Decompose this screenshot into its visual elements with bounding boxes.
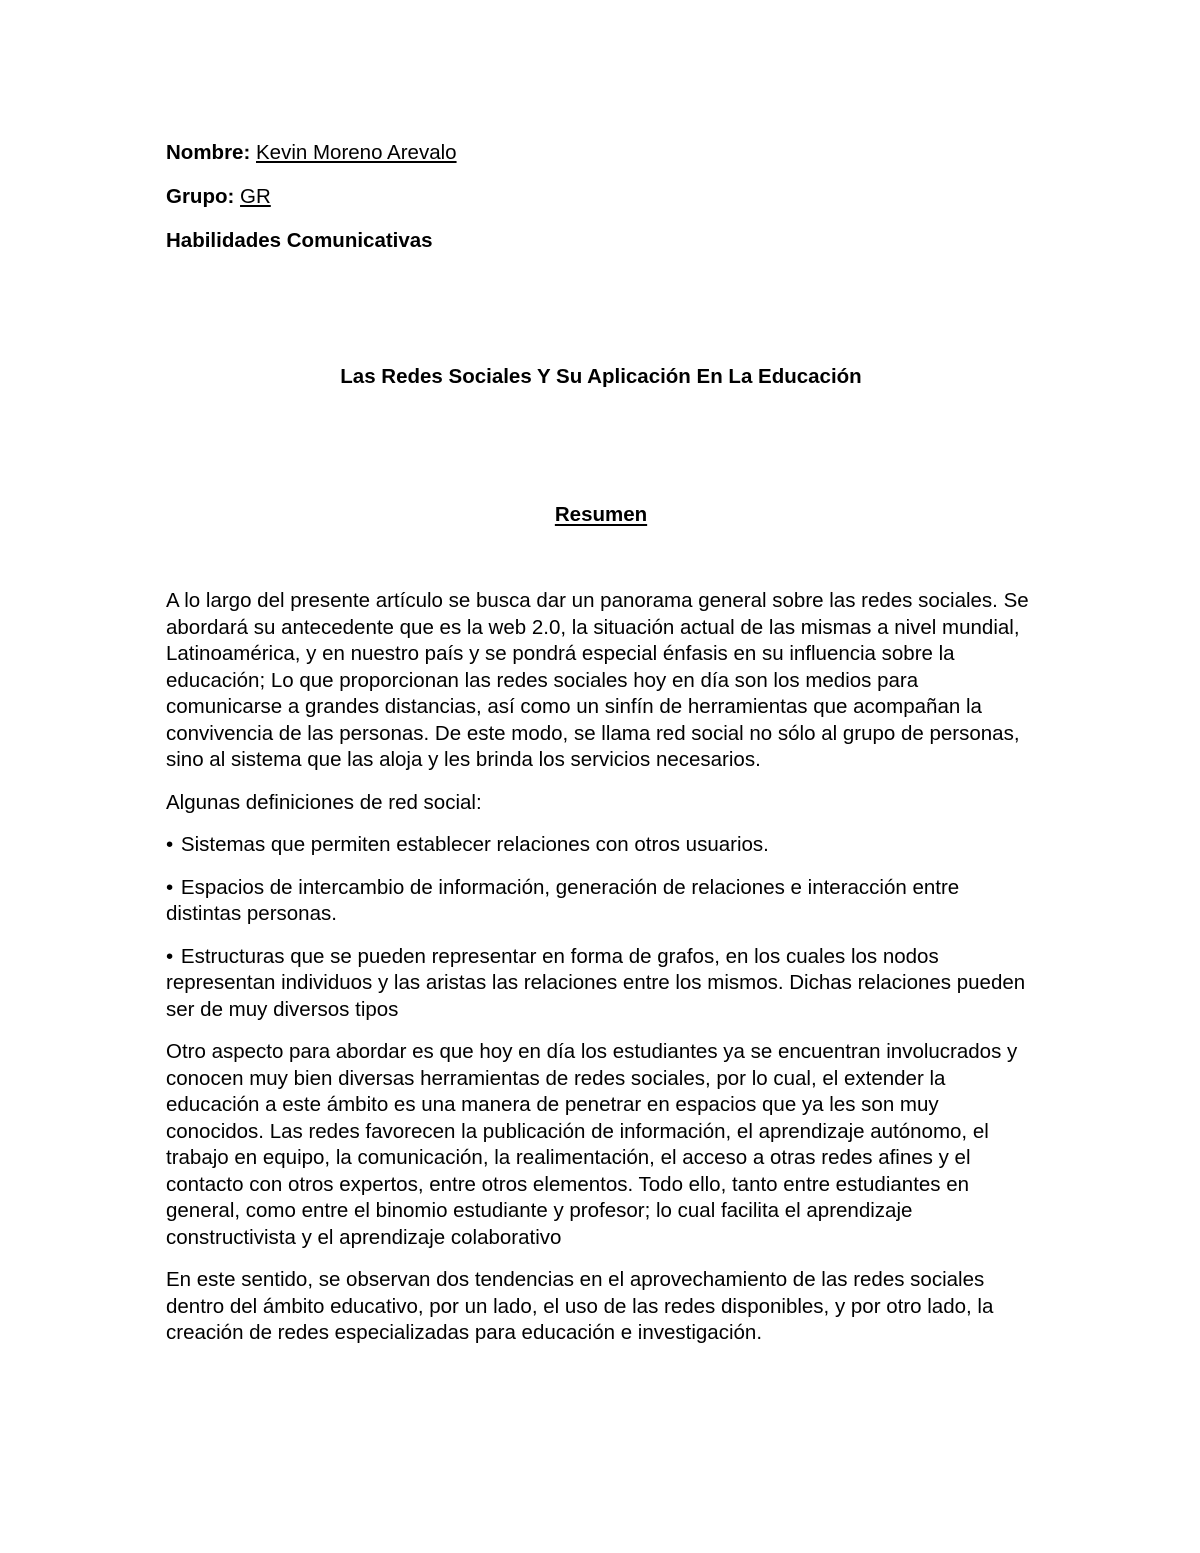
group-label: Grupo: (166, 185, 235, 208)
bullet-symbol: • (166, 833, 174, 856)
paragraph-students: Otro aspecto para abordar es que hoy en día los estudiantes ya se encuentran involucrados y conocen muy bien diversas herramientas de redes sociales, por lo cual, el extender la educación a este ámbito es una manera de penetrar en espacios que ya les son muy conocidos. Las redes favorecen la publicación de información, el aprendizaje autónomo, el trabajo en equipo, la comunicación, la realimentación, el acceso a otras redes afines y el contacto con otros expertos, entre otros elementos. Todo ello, tanto entre estudiantes en general, como entre el binomio estudiante y profesor; lo cual facilita el aprendizaje constructivista y el aprendizaje colaborativo (166, 1040, 1018, 1249)
name-line (166, 136, 1036, 180)
paragraph-trends: En este sentido, se observan dos tendencias en el aprovechamiento de las redes sociales dentro del ámbito educativo, por un lado, el uso de las redes disponibles, y por otro lado, la creación de redes especializadas para educación e investigación. (166, 1268, 994, 1344)
document-title: Las Redes Sociales Y Su Aplicación En La Educación (340, 365, 862, 388)
bullet-item (166, 832, 1036, 859)
name-label: Nombre: (166, 141, 251, 164)
bullet-symbol: • (166, 875, 174, 899)
group-line (166, 180, 1036, 224)
document-page (166, 136, 1036, 1344)
bullet-item (166, 944, 1036, 1024)
name-value: Kevin Moreno Arevalo (256, 141, 457, 164)
definitions-intro: Algunas definiciones de red social: (166, 790, 482, 814)
bullet-text: Estructuras que se pueden representar en forma de grafos, en los cuales los nodos representan individuos y las aristas las relaciones entre los mismos. Dichas relaciones pueden ser de muy diversos tipos (166, 944, 1026, 1021)
document-body (166, 588, 1036, 1363)
group-value: GR (240, 185, 271, 208)
course-name: Habilidades Comunicativas (166, 229, 433, 252)
bullet-symbol: • (166, 944, 174, 968)
bullet-item (166, 875, 1036, 928)
bullet-text: Espacios de intercambio de información, generación de relaciones e interacción entre distintas personas. (166, 875, 960, 925)
section-heading: Resumen (554, 503, 648, 526)
bullet-text: Sistemas que permiten establecer relaciones con otros usuarios. (180, 833, 769, 856)
paragraph-intro: A lo largo del presente artículo se busca dar un panorama general sobre las redes sociales. Se abordará su antecedente que es la web 2.0, la situación actual de las mismas a nivel mundial, Latinoamérica, y en nuestro país y se pondrá especial énfasis en su influencia sobre la educación; Lo que proporcionan las redes sociales hoy en día son los medios para comunicarse a grandes distancias, así como un sinfín de herramientas que acompañan la convivencia de las personas. De este modo, se llama red social no sólo al grupo de personas, sino al sistema que las aloja y les brinda los servicios necesarios. (166, 589, 1029, 771)
